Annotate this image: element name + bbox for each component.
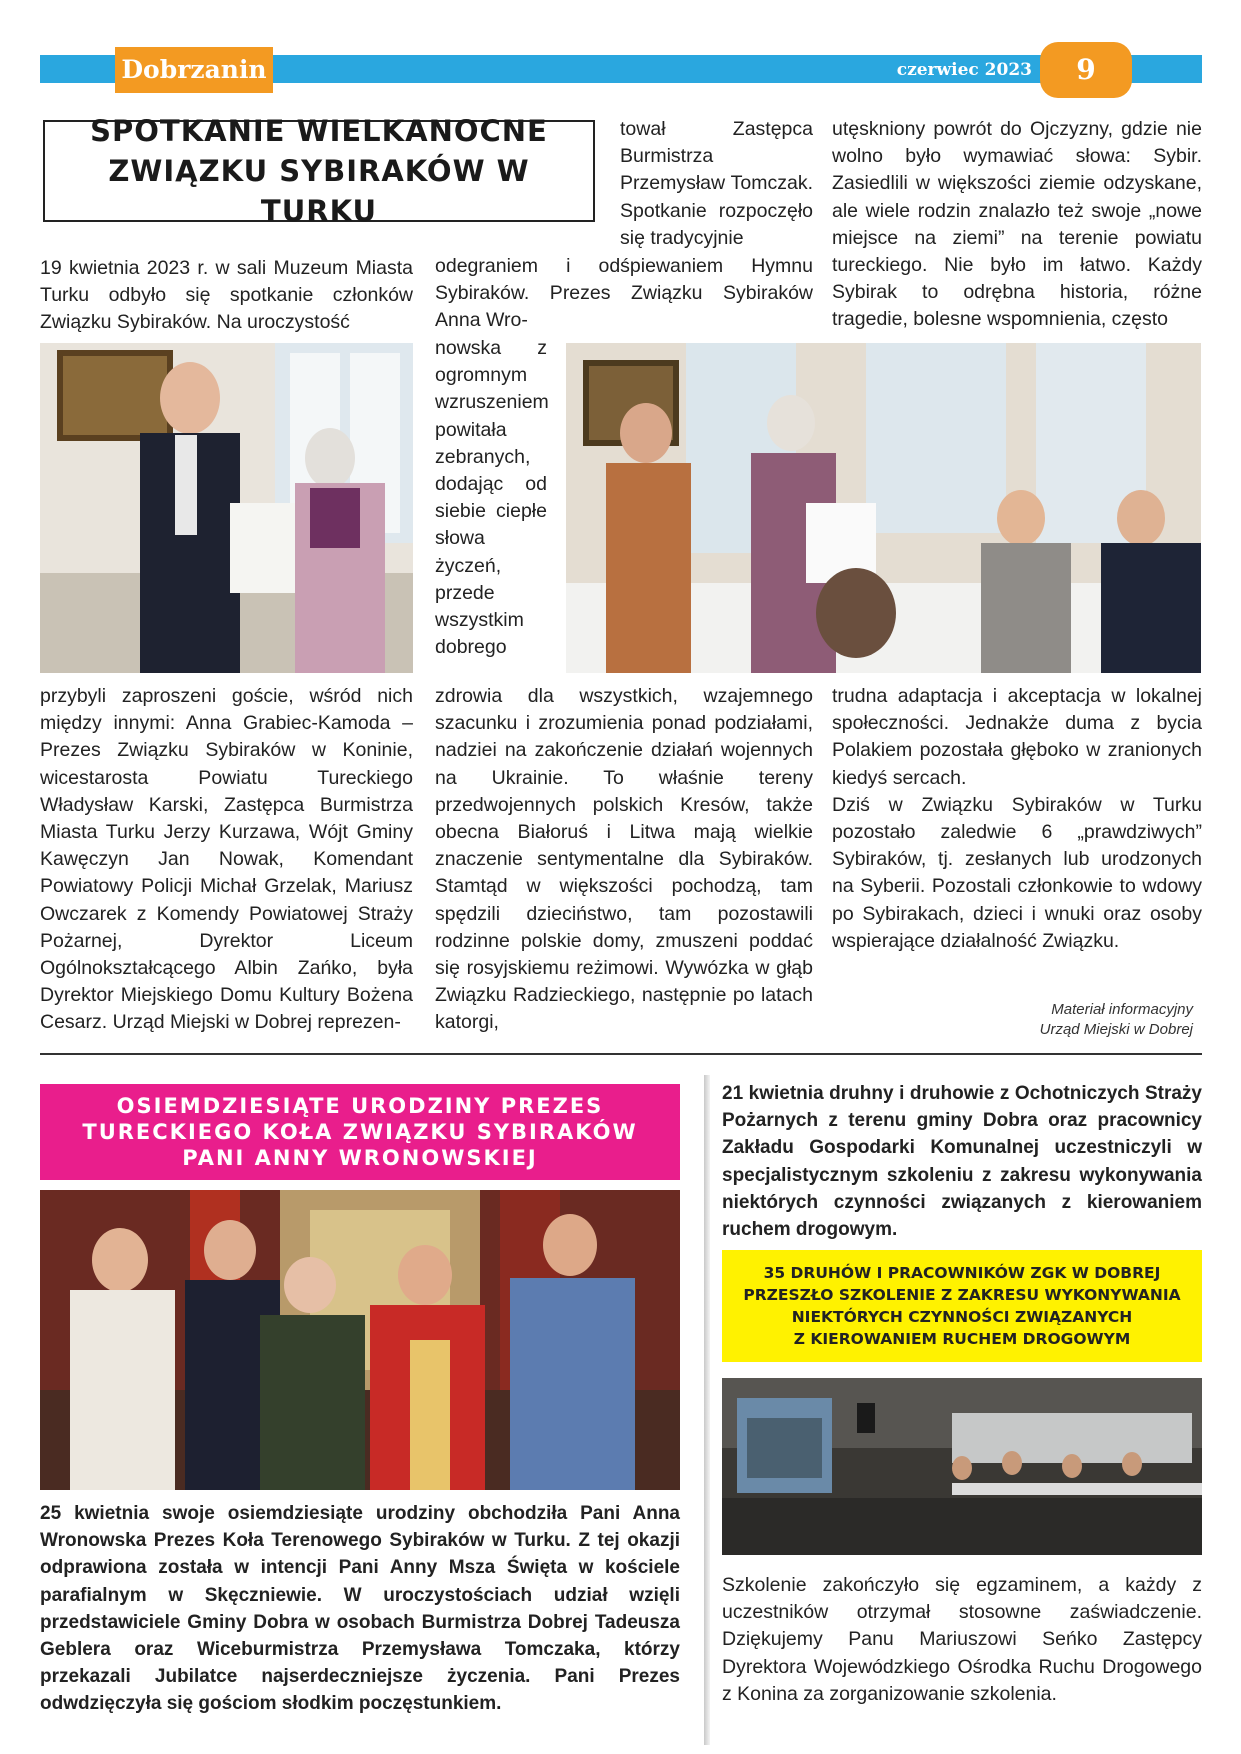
photo-illustration [722,1378,1202,1555]
paragraph: Dziś w Związku Sybiraków w Turku pozostało zaledwie 6 „prawdziwych” Sybiraków, tj. zesłanych lub urodzonych na Syberii. Pozostali członkowie to wdowy po Sybirakach, dzieci i wnuki oraz osoby wspierające działalność Związku. [832,793,1202,952]
column-separator [704,1075,710,1745]
article1-credit [893,1000,1193,1040]
masthead-logo: Dobrzanin [115,47,273,93]
article1-col3-bottom [832,683,1202,955]
box-line: NIEKTÓRYCH CZYNNOŚCI ZWIĄZANYCH [791,1308,1133,1326]
photo-church-group [40,1190,680,1490]
paragraph: trudna adaptacja i akceptacja w lokalnej społeczności. Jednakże duma z bycia Polakiem pozostała głęboko w zranionych kiedyś sercach. [832,685,1202,789]
photo-illustration [566,343,1201,673]
article3-lead [722,1080,1202,1243]
banner-line: OSIEMDZIESIĄTE URODZINY PREZES [116,1094,604,1118]
credit-line: Materiał informacyjny [1051,1001,1193,1018]
birthday-banner [40,1084,680,1180]
credit-line: Urząd Miejski w Dobrej [1039,1021,1193,1038]
paragraph: 19 kwietnia 2023 r. w sali Muzeum Miasta Turku odbyło się spotkanie członków Związku Sybiraków. Na uroczystość [40,257,413,334]
article1-col2-narrow [435,335,547,661]
banner-line: TURECKIEGO KOŁA ZWIĄZKU SYBIRAKÓW [82,1120,638,1144]
article-title [45,111,593,231]
article1-col2-full [435,253,813,335]
article2-body [40,1500,680,1718]
photo-meeting-speech [566,343,1201,673]
issue-date: czerwiec 2023 [896,60,1032,80]
paragraph: zdrowia dla wszystkich, wzajemnego szacunku i zrozumienia ponad podziałami, nadziei na zakończenie działań wojennych na Ukrainie. To właśnie tereny przedwojennych polskich Kresów, także obecna Białoruś i Litwa mają wielkie znaczenie sentymentalne dla Sybiraków. Stamtąd w większości pochodzą, tam spędzili dzieciństwo, tam pozostawili rodzinne polskie domy, zmuszeni poddać się rosyjskiemu reżimowi. Wywózka w głąb Związku Radzieckiego, następnie po latach katorgi, [435,685,813,1034]
article-title-box [43,114,595,228]
article1-col3-top [832,116,1202,334]
paragraph: tował Zastępca Burmistrza Przemysław Tomczak. Spotkanie rozpoczęło się tradycyjnie [620,118,813,249]
article1-col2-bottom [435,683,813,1037]
paragraph: nowska z ogromnym wzruszeniem powitała zebranych, dodając od siebie ciepłe słowa życzeń, przede wszystkim dobrego [435,337,549,659]
photo-illustration [40,343,413,673]
box-line: 35 DRUHÓW I PRACOWNIKÓW ZGK W DOBREJ [763,1264,1161,1282]
photo-illustration [40,1190,680,1490]
article1-col1-bottom [40,683,413,1037]
box-line: Z KIEROWANIEM RUCHEM DROGOWYM [793,1330,1131,1348]
paragraph: odegraniem i odśpiewaniem Hymnu Sybiraków. Prezes Związku Sybiraków Anna Wro- [435,255,813,332]
paragraph: utęskniony powrót do Ojczyzny, gdzie nie wolno było wymawiać słowa: Sybir. Zasiedlili w większości ziemie odzyskane, ale wiele rodzin znalazło też swoje „nowe miejsce na ziemi” na terenie powiatu tureckiego. Nie było im łatwo. Każdy Sybirak to odrębna historia, różne tragedie, bolesne wspomnienia, często [832,118,1202,331]
photo-gift-presentation [40,343,413,673]
paragraph: przybyli zaproszeni goście, wśród nich między innymi: Anna Grabiec-Kamoda – Prezes Związku Sybiraków w Koninie, wicestarosta Powiatu Tureckiego Władysław Karski, Zastępca Burmistrza Miasta Turku Jerzy Kurzawa, Wójt Gminy Kawęczyn Jan Nowak, Komendant Powiatowy Policji Michał Grzelak, Mariusz Owczarek z Komendy Powiatowej Straży Pożarnej, Dyrektor Liceum Ogólnokształcącego Albin Zańko, była Dyrektor Miejskiego Domu Kultury Bożena Cesarz. Urząd Miejski w Dobrej reprezen- [40,685,413,1034]
paragraph: 21 kwietnia druhny i druhowie z Ochotniczych Straży Pożarnych z terenu gminy Dobra oraz pracownicy Zakładu Gospodarki Komunalnej uczestniczyli w specjalistycznym szkoleniu z zakresu wykonywania niektórych czynności związanych z kierowaniem ruchem drogowym. [722,1083,1202,1241]
photo-training-room [722,1378,1202,1555]
box-line: PRZESZŁO SZKOLENIE Z ZAKRESU WYKONYWANIA [743,1286,1181,1304]
article1-col2-top [620,116,813,252]
section-divider [40,1053,1202,1055]
article1-col1-top [40,255,413,337]
banner-line: PANI ANNY WRONOWSKIEJ [182,1146,538,1170]
paragraph: 25 kwietnia swoje osiemdziesiąte urodziny obchodziła Pani Anna Wronowska Prezes Koła Terenowego Sybiraków w Turku. Z tej okazji odprawiona została w intencji Pani Anny Msza Święta w kościele parafialnym w Skęczniewie. W uroczystościach udział wzięli przedstawiciele Gminy Dobra w osobach Burmistrza Dobrej Tadeusza Geblera oraz Wiceburmistrza Przemysława Tomczaka, którzy przekazali Jubilatce najserdeczniejsze życzenia. Pani Prezes odwdzięczyła się gościom słodkim poczęstunkiem. [40,1503,680,1715]
article-title-line: ZWIĄZKU SYBIRAKÓW W TURKU [108,154,530,228]
training-headline-box [722,1250,1202,1362]
article-title-line: SPOTKANIE WIELKANOCNE [90,114,548,148]
article3-body [722,1572,1202,1708]
paragraph: Szkolenie zakończyło się egzaminem, a każdy z uczestników otrzymał stosowne zaświadczenie. Dziękujemy Panu Mariuszowi Seńko Zastępcy Dyrektora Wojewódzkiego Ośrodka Ruchu Drogowego z Konina za zorganizowanie szkolenia. [722,1574,1202,1705]
page-number: 9 [1040,42,1132,98]
